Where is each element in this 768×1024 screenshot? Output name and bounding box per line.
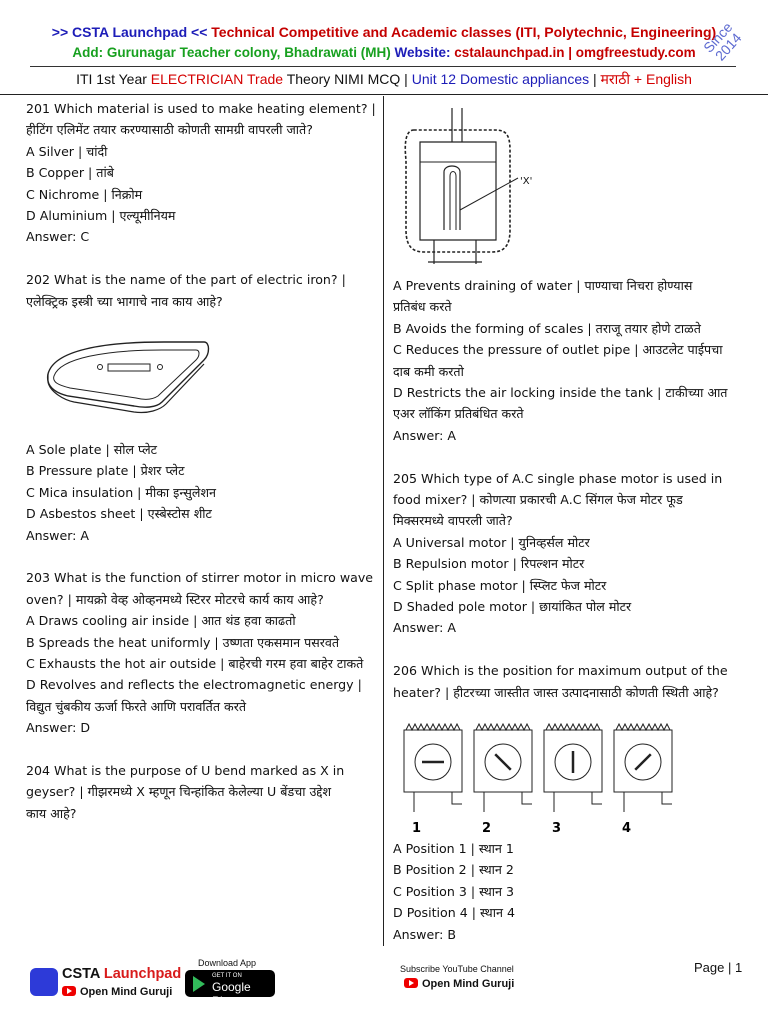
option-d-marathi: एअर लॉकिंग प्रतिबंधित करते xyxy=(393,406,524,422)
subscribe-label: Subscribe YouTube Channel xyxy=(400,964,514,974)
play-store-icon xyxy=(193,976,205,992)
option-c: C Reduces the pressure of outlet pipe | आउटलेट पाईपचा xyxy=(393,342,723,358)
classes-heading: Technical Competitive and Academic classes (ITI, Polytechnic, Engineering) xyxy=(211,24,717,40)
brand-accent: Launchpad xyxy=(103,966,182,982)
download-app-label: Download App xyxy=(198,958,257,968)
option-a-marathi: प्रतिबंध करते xyxy=(393,299,452,315)
heater-position-1 xyxy=(404,724,462,836)
footer-brand xyxy=(62,966,181,982)
since-badge: Since 2014 xyxy=(700,18,745,64)
question-206-options xyxy=(393,838,753,945)
option-b: B Position 2 | स्थान 2 xyxy=(393,862,514,878)
question-text: 202 What is the name of the part of electric iron? | xyxy=(26,272,346,288)
header-line-1 xyxy=(0,24,768,40)
question-text: 205 Which type of A.C single phase motor is used in xyxy=(393,470,723,486)
google-play-label: Google Play xyxy=(212,980,251,1008)
option-b: B Spreads the heat uniformly | उष्णता एकसमान पसरवते xyxy=(26,634,340,650)
question-text-marathi: एलेक्ट्रिक इस्त्री च्या भागाचे नाव काय आहे? xyxy=(26,293,223,309)
channel-name: Open Mind Guruji xyxy=(80,986,173,998)
brand-name: CSTA xyxy=(62,966,100,982)
option-a: A Sole plate | सोल प्लेट xyxy=(26,442,158,457)
course-year: ITI 1st Year xyxy=(76,71,147,87)
header-divider xyxy=(30,66,736,67)
question-201 xyxy=(26,98,384,312)
question-text-marathi: हीटिंग एलिमेंट तयार करण्यासाठी कोणती सामग्री वापरली जाते? xyxy=(26,122,313,138)
address-text: Add: Gurunagar Teacher colony, Bhadrawati (MH) xyxy=(72,45,391,60)
csta-logo-icon xyxy=(30,968,58,996)
option-c: C Nichrome | निक्रोम xyxy=(26,186,143,202)
option-b: B Copper | तांबे xyxy=(26,165,114,181)
question-text: 203 What is the function of stirrer motor in micro wave xyxy=(26,570,374,586)
website-label: Website: xyxy=(394,45,451,60)
option-a: A Universal motor | युनिव्हर्सल मोटर xyxy=(393,534,590,550)
x-marker-label: 'X' xyxy=(520,176,533,187)
header-line-3 xyxy=(0,70,768,89)
question-text-marathi: heater? | हीटरच्या जास्तीत जास्त उत्पादनासाठी कोणती स्थिती आहे? xyxy=(393,684,719,700)
option-b: B Avoids the forming of scales | तराजू तयार होणे टाळते xyxy=(393,320,701,336)
channel-name: Open Mind Guruji xyxy=(422,978,515,990)
option-c: C Split phase motor | स्प्लिट फेज मोटर xyxy=(393,577,607,593)
google-play-button[interactable] xyxy=(185,970,275,1008)
question-text: 201 Which material is used to make heating element? | xyxy=(26,101,376,116)
unit-title: Unit 12 Domestic appliances xyxy=(411,71,590,87)
header-line-2 xyxy=(0,45,768,60)
answer: Answer: A xyxy=(393,427,457,443)
header-bottom-rule xyxy=(0,94,768,95)
question-text-marathi: काय आहे? xyxy=(26,805,77,821)
position-label: 1 xyxy=(412,821,422,836)
answer: Answer: A xyxy=(393,620,457,636)
option-d: D Asbestos sheet | एस्बेस्टोस शीट xyxy=(26,506,212,522)
option-d: D Shaded pole motor | छायांकित पोल मोटर xyxy=(393,599,632,615)
brand-heading: >> CSTA Launchpad << xyxy=(51,24,208,40)
option-a: A Position 1 | स्थान 1 xyxy=(393,841,514,856)
question-text-marathi: oven? | मायक्रो वेव्ह ओव्हनमध्ये स्टिरर मोटरचे कार्य काय आहे? xyxy=(26,591,324,607)
footer-channel-2[interactable] xyxy=(404,978,514,990)
language-label: मराठी + English xyxy=(600,71,692,87)
option-a: A Prevents draining of water | पाण्याचा निचरा होण्यास xyxy=(393,278,693,293)
option-c-marathi: दाब कमी करतो xyxy=(393,363,464,379)
option-a: A Silver | चांदी xyxy=(26,143,108,159)
answer: Answer: A xyxy=(26,527,90,543)
option-d: D Aluminium | एल्यूमीनियम xyxy=(26,208,176,224)
get-it-on-label: GET IT ON xyxy=(212,973,242,979)
website-links[interactable]: cstalaunchpad.in | omgfreestudy.com xyxy=(454,45,696,60)
option-c: C Exhausts the hot air outside | बाहेरची गरम हवा बाहेर टाकते xyxy=(26,656,364,672)
option-d: D Position 4 | स्थान 4 xyxy=(393,905,515,921)
option-a: A Draws cooling air inside | आत थंड हवा काढतो xyxy=(26,613,296,629)
question-text: 204 What is the purpose of U bend marked as X in xyxy=(26,763,345,779)
question-202-options xyxy=(26,439,384,824)
answer: Answer: B xyxy=(393,926,457,942)
separator: | xyxy=(593,71,597,87)
position-label: 3 xyxy=(552,821,562,836)
question-text-marathi: food mixer? | कोणत्या प्रकारची A.C सिंगल फेज मोटर फूड xyxy=(393,492,683,508)
option-d: D Revolves and reflects the electromagnetic energy | xyxy=(26,677,362,693)
option-b: B Repulsion motor | रिपल्शन मोटर xyxy=(393,556,585,572)
youtube-icon xyxy=(404,978,418,988)
option-d: D Restricts the air locking inside the tank | टाकीच्या आत xyxy=(393,385,728,401)
heater-position-3 xyxy=(544,724,602,836)
question-text-marathi: मिक्सरमध्ये वापरली जाते? xyxy=(393,513,513,529)
position-label: 2 xyxy=(482,821,492,836)
answer: Answer: C xyxy=(26,229,90,245)
question-text-marathi: geyser? | गीझरमध्ये X म्हणून चिन्हांकित केलेल्या U बेंडचा उद्देश xyxy=(26,784,332,800)
option-c: C Position 3 | स्थान 3 xyxy=(393,883,515,899)
trade-name: ELECTRICIAN Trade xyxy=(150,71,284,87)
youtube-icon xyxy=(62,986,76,996)
footer-channel[interactable] xyxy=(62,986,172,998)
geyser-figure xyxy=(400,100,570,272)
option-b: B Pressure plate | प्रेशर प्लेट xyxy=(26,463,185,479)
option-c: C Mica insulation | मीका इन्सुलेशन xyxy=(26,484,216,500)
question-204-options xyxy=(393,275,753,703)
theory-label: Theory NIMI MCQ xyxy=(286,71,401,87)
heater-positions-figure xyxy=(400,716,690,838)
heater-position-4 xyxy=(614,724,672,836)
option-d-marathi: विद्युत चुंबकीय ऊर्जा फिरते आणि परावर्तित करते xyxy=(26,698,247,714)
electric-iron-figure xyxy=(44,330,212,414)
separator: | xyxy=(404,71,408,87)
position-label: 4 xyxy=(622,821,632,836)
answer: Answer: D xyxy=(26,720,91,736)
heater-position-2 xyxy=(474,724,532,836)
question-text: 206 Which is the position for maximum output of the xyxy=(393,663,728,679)
page-number: Page | 1 xyxy=(694,960,743,975)
